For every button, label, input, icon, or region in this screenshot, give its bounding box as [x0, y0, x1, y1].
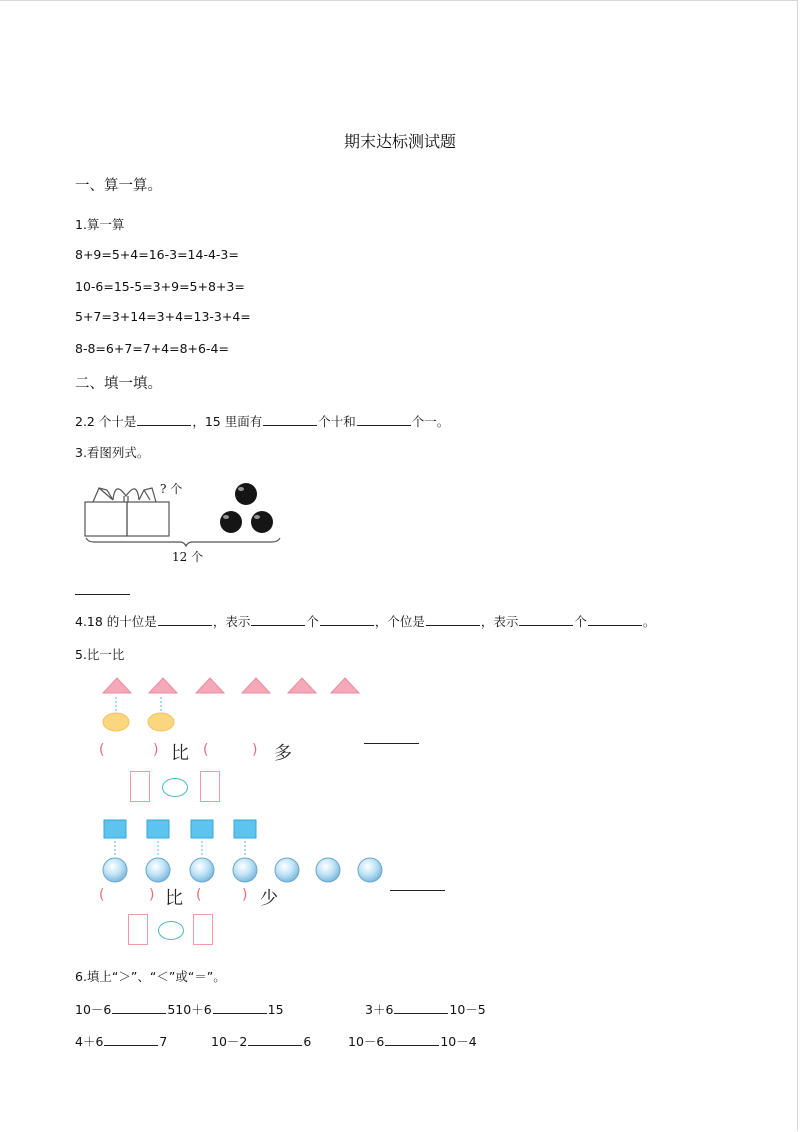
q4-text-4: ，个位是 — [374, 614, 425, 629]
square-1 — [104, 820, 126, 838]
q4-text-7: 。 — [642, 614, 656, 629]
q3-label: 3.看图列式。 — [75, 445, 150, 460]
section-heading-2: 二、填一填。 — [75, 376, 162, 392]
q1-line-2: 10-6=15-5=3+9=5+8+3= — [75, 279, 245, 294]
q5a-box-left[interactable] — [130, 771, 150, 802]
q6-r1b-left: 3＋6 — [365, 1002, 394, 1017]
q6-r1b-blank[interactable] — [394, 1001, 448, 1014]
q5b-bi: 比 — [165, 888, 183, 909]
q1-label: 1.算一算 — [75, 217, 125, 232]
q6-r1a-blank-1[interactable] — [112, 1001, 166, 1014]
square-2 — [147, 820, 169, 838]
triangle-2 — [149, 678, 177, 693]
q2-text-3: 个十和 — [318, 414, 356, 429]
ball-1 — [103, 858, 127, 882]
q5a-answer-blank[interactable] — [364, 743, 419, 744]
q5a-paren-open-1: ( — [99, 742, 105, 758]
q6-r2a-left: 4＋6 — [75, 1034, 104, 1049]
oval-2 — [148, 713, 174, 731]
q5a-duo: 多 — [274, 743, 292, 764]
q5a-paren-close-1: ) — [153, 742, 159, 758]
q4-text-1: 4.18 的十位是 — [75, 614, 157, 629]
q4-blank-1[interactable] — [158, 613, 212, 626]
oval-1 — [103, 713, 129, 731]
ball-3 — [190, 858, 214, 882]
q6-label: 6.填上“＞”、“＜”或“＝”。 — [75, 969, 226, 984]
q6-row2-c — [348, 1032, 477, 1050]
q3-total: 12 个 — [172, 550, 204, 564]
q6-row1-b — [365, 1000, 486, 1018]
q6-r2c-left: 10－6 — [348, 1034, 385, 1049]
q5b-paren-close-2: ) — [242, 887, 248, 903]
square-3 — [191, 820, 213, 838]
q6-r1a-middle: 510＋6 — [167, 1002, 212, 1017]
ball-6 — [316, 858, 340, 882]
q6-r2c-blank[interactable] — [385, 1033, 439, 1046]
q6-r1a-left: 10－6 — [75, 1002, 112, 1017]
q5a-paren-open-2: ( — [203, 742, 209, 758]
q5b-paren-open-2: ( — [196, 887, 202, 903]
q2-text-1: 2.2 个十是 — [75, 414, 137, 429]
q1-line-1: 8+9=5+4=16-3=14-4-3= — [75, 247, 239, 262]
q2-blank-2[interactable] — [263, 413, 317, 426]
q6-r1b-right: 10－5 — [449, 1002, 486, 1017]
q5-label: 5.比一比 — [75, 647, 125, 662]
q4-text-3: 个 — [306, 614, 319, 629]
ball-2 — [146, 858, 170, 882]
q6-r2b-right: 6 — [303, 1034, 312, 1049]
q4-text-6: 个 — [574, 614, 587, 629]
q4-text-5: ，表示 — [480, 614, 519, 629]
q5b-answer-blank[interactable] — [390, 890, 445, 891]
q1-line-3: 5+7=3+14=3+4=13-3+4= — [75, 309, 251, 324]
ball-4 — [233, 858, 257, 882]
q4-text-2: ，表示 — [212, 614, 251, 629]
q5a-bi: 比 — [171, 743, 189, 764]
q6-r1a-blank-2[interactable] — [213, 1001, 267, 1014]
q4-line — [75, 612, 655, 630]
q5b-box-left[interactable] — [128, 914, 148, 945]
q1-line-4: 8-8=6+7=7+4=8+6-4= — [75, 341, 229, 356]
q6-r2b-blank[interactable] — [248, 1033, 302, 1046]
q2-blank-3[interactable] — [357, 413, 411, 426]
q6-r1a-right: 15 — [267, 1002, 284, 1017]
q6-row1-a — [75, 1000, 284, 1018]
q5b-shao: 少 — [260, 888, 278, 909]
q5b-box-right[interactable] — [193, 914, 213, 945]
q6-r2a-blank[interactable] — [104, 1033, 158, 1046]
q5b-paren-close-1: ) — [149, 887, 155, 903]
q6-r2b-left: 10－2 — [211, 1034, 248, 1049]
q3-question-mark: ? 个 — [160, 482, 183, 496]
q5b-compare-circle[interactable] — [158, 921, 184, 940]
q4-blank-6[interactable] — [588, 613, 642, 626]
ball-7 — [358, 858, 382, 882]
page-title: 期末达标测试题 — [343, 132, 456, 151]
q4-blank-3[interactable] — [320, 613, 374, 626]
triangles-ovals-figure — [100, 675, 370, 735]
q5a-paren-close-2: ) — [252, 742, 258, 758]
q6-r2c-right: 10－4 — [440, 1034, 477, 1049]
square-4 — [234, 820, 256, 838]
q6-row2-a — [75, 1032, 167, 1050]
q4-blank-5[interactable] — [519, 613, 573, 626]
q6-row2-b — [211, 1032, 311, 1050]
squares-balls-figure — [100, 817, 390, 887]
q3-answer-blank[interactable] — [75, 594, 130, 595]
triangle-5 — [288, 678, 316, 693]
triangle-6 — [331, 678, 359, 693]
q2-blank-1[interactable] — [137, 413, 191, 426]
section-heading-1: 一、算一算。 — [75, 178, 162, 194]
triangle-4 — [242, 678, 270, 693]
triangle-3 — [196, 678, 224, 693]
q5a-compare-circle[interactable] — [162, 778, 188, 797]
q5b-paren-open-1: ( — [99, 887, 105, 903]
q6-r2a-right: 7 — [159, 1034, 168, 1049]
q2-line — [75, 412, 449, 430]
triangle-1 — [103, 678, 131, 693]
q2-text-4: 个一。 — [411, 414, 450, 429]
q4-blank-4[interactable] — [426, 613, 480, 626]
q2-text-2: ，15 里面有 — [192, 414, 263, 429]
q4-blank-2[interactable] — [251, 613, 305, 626]
ball-5 — [275, 858, 299, 882]
q5a-box-right[interactable] — [200, 771, 220, 802]
